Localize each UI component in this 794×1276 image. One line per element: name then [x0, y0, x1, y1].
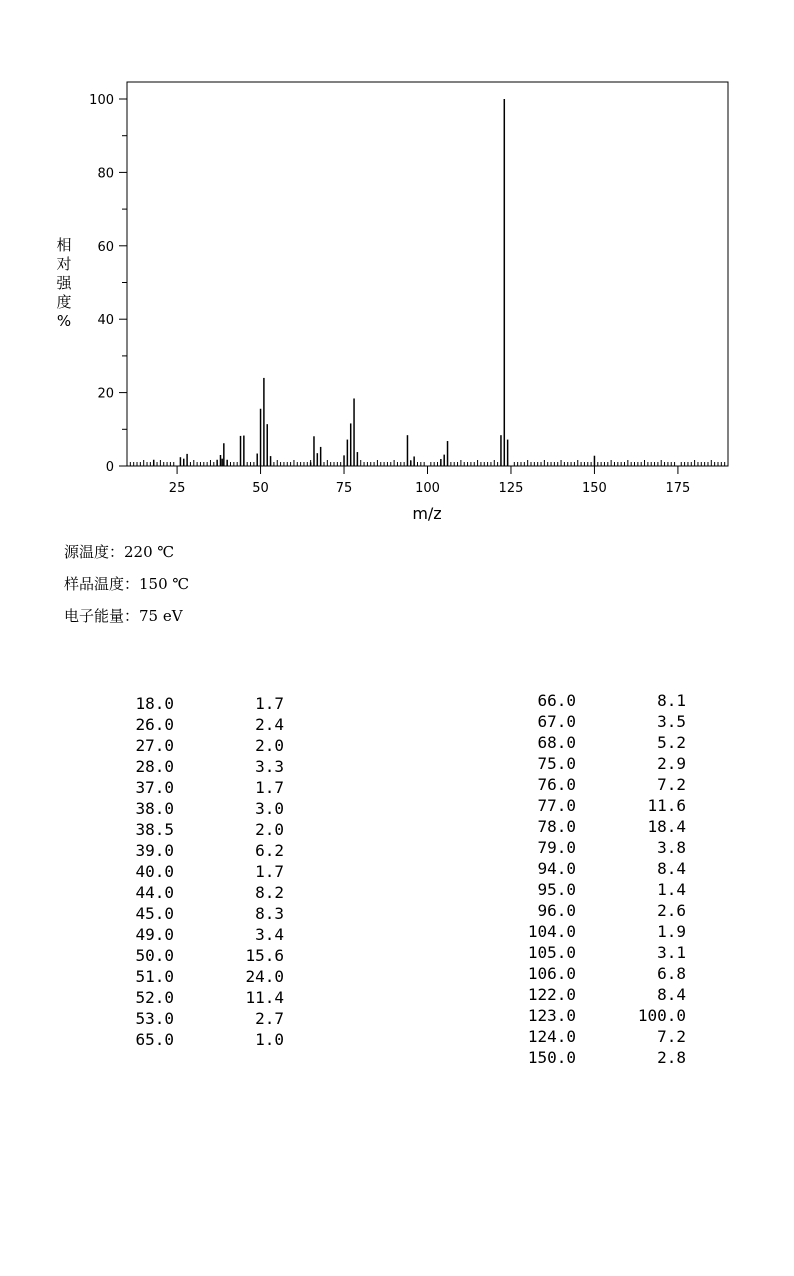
y-tick-label: 80	[97, 166, 114, 182]
peak-row	[110, 798, 310, 819]
peak-mz: 37.0	[135, 778, 174, 797]
x-tick-label: 25	[168, 481, 186, 496]
peak-abundance: 6.2	[255, 841, 284, 860]
peak-row	[500, 984, 700, 1005]
peak-mz: 38.0	[135, 799, 174, 818]
y-tick-label: 60	[97, 239, 114, 255]
peak-abundance: 8.3	[255, 904, 284, 923]
peak-mz: 38.5	[135, 820, 174, 839]
plot-frame	[127, 82, 728, 466]
sample-temperature: 样品温度：150 ℃	[64, 575, 190, 593]
peak-mz: 106.0	[527, 964, 576, 983]
peak-mz: 53.0	[135, 1009, 174, 1028]
peak-mz: 95.0	[537, 880, 576, 899]
peak-abundance: 2.8	[657, 1048, 686, 1067]
peak-row	[500, 921, 700, 942]
y-axis-ticks	[89, 93, 127, 475]
source-temperature: 源温度：220 ℃	[64, 543, 175, 561]
peak-mz: 51.0	[135, 967, 174, 986]
peak-mz: 79.0	[537, 838, 576, 857]
peak-abundance: 3.3	[255, 757, 284, 776]
peak-abundance: 2.6	[657, 901, 686, 920]
peak-abundance: 8.2	[255, 883, 284, 902]
peak-mz: 39.0	[135, 841, 174, 860]
peak-abundance: 2.7	[255, 1009, 284, 1028]
peak-row	[110, 882, 310, 903]
peak-mz: 49.0	[135, 925, 174, 944]
y-tick-label: 100	[89, 93, 114, 108]
peak-row	[500, 816, 700, 837]
peak-mz: 45.0	[135, 904, 174, 923]
y-title-char: 强	[56, 274, 72, 292]
y-tick-label: 20	[97, 386, 114, 402]
peak-abundance: 2.9	[657, 754, 686, 773]
peak-abundance: 3.5	[657, 712, 686, 731]
peak-row	[500, 1047, 700, 1068]
y-title-char: %	[56, 312, 72, 330]
y-tick-label: 0	[105, 460, 114, 475]
peak-mz: 75.0	[537, 754, 576, 773]
peak-abundance: 24.0	[245, 967, 284, 986]
peak-abundance: 11.4	[245, 988, 284, 1007]
peak-row	[500, 753, 700, 774]
peak-row	[500, 858, 700, 879]
peak-row	[500, 774, 700, 795]
peak-abundance: 8.4	[657, 859, 686, 878]
mass-spectrum-chart	[0, 0, 794, 530]
peak-row	[110, 819, 310, 840]
peak-mz: 26.0	[135, 715, 174, 734]
peak-row	[500, 1005, 700, 1026]
peak-abundance: 1.7	[255, 694, 284, 713]
peak-abundance: 7.2	[657, 775, 686, 794]
peak-row	[500, 795, 700, 816]
x-tick-label: 125	[498, 481, 524, 496]
peak-abundance: 1.9	[657, 922, 686, 941]
peak-mz: 44.0	[135, 883, 174, 902]
peak-abundance: 2.0	[255, 736, 284, 755]
peak-mz: 150.0	[527, 1048, 576, 1067]
peak-row	[110, 714, 310, 735]
y-title-char: 度	[56, 293, 72, 311]
peak-mz: 77.0	[537, 796, 576, 815]
electron-energy: 电子能量：75 eV	[64, 607, 183, 625]
peak-row	[500, 942, 700, 963]
peak-mz: 124.0	[527, 1027, 576, 1046]
peak-abundance: 1.7	[255, 862, 284, 881]
peak-abundance: 1.0	[255, 1030, 284, 1049]
peak-row	[500, 690, 700, 711]
peak-abundance: 1.4	[657, 880, 686, 899]
peak-abundance: 1.7	[255, 778, 284, 797]
peak-mz: 94.0	[537, 859, 576, 878]
x-tick-label: 75	[335, 481, 353, 496]
peak-abundance: 3.8	[657, 838, 686, 857]
peak-abundance: 2.0	[255, 820, 284, 839]
peak-row	[500, 963, 700, 984]
peak-table-right	[500, 690, 700, 1068]
peak-abundance: 2.4	[255, 715, 284, 734]
x-tick-label: 50	[252, 481, 269, 496]
peak-mz: 65.0	[135, 1030, 174, 1049]
peak-row	[500, 711, 700, 732]
peak-mz: 122.0	[527, 985, 576, 1004]
peak-abundance: 5.2	[657, 733, 686, 752]
x-tick-label: 100	[415, 481, 440, 496]
peak-mz: 67.0	[537, 712, 576, 731]
peak-row	[110, 693, 310, 714]
x-axis-ticks	[169, 466, 691, 496]
y-axis-title	[56, 236, 72, 330]
peak-mz: 104.0	[527, 922, 576, 941]
peak-row	[500, 900, 700, 921]
peak-mz: 105.0	[527, 943, 576, 962]
peak-abundance: 3.4	[255, 925, 284, 944]
peak-row	[110, 966, 310, 987]
peak-mz: 27.0	[135, 736, 174, 755]
peak-mz: 52.0	[135, 988, 174, 1007]
peak-mz: 50.0	[135, 946, 174, 965]
peak-row	[500, 879, 700, 900]
peak-row	[110, 735, 310, 756]
peak-table-left	[110, 693, 310, 1050]
peak-mz: 76.0	[537, 775, 576, 794]
peak-abundance: 100.0	[637, 1006, 686, 1025]
peak-mz: 96.0	[537, 901, 576, 920]
peak-row	[500, 732, 700, 753]
peak-mz: 68.0	[537, 733, 576, 752]
x-axis-title: m/z	[412, 504, 442, 523]
peak-mz: 28.0	[135, 757, 174, 776]
y-title-char: 相	[56, 236, 72, 254]
peak-abundance: 3.1	[657, 943, 686, 962]
peak-mz: 66.0	[537, 691, 576, 710]
peak-abundance: 3.0	[255, 799, 284, 818]
peak-row	[110, 987, 310, 1008]
peak-row	[110, 756, 310, 777]
peak-abundance: 11.6	[647, 796, 686, 815]
peak-row	[110, 777, 310, 798]
x-tick-label: 150	[582, 481, 607, 496]
peak-mz: 78.0	[537, 817, 576, 836]
peak-abundance: 8.1	[657, 691, 686, 710]
x-minor-ticks	[130, 460, 724, 466]
peak-row	[110, 861, 310, 882]
peak-row	[110, 924, 310, 945]
peak-row	[110, 1029, 310, 1050]
x-tick-label: 175	[665, 481, 691, 496]
peak-abundance: 15.6	[245, 946, 284, 965]
peak-abundance: 6.8	[657, 964, 686, 983]
peak-abundance: 7.2	[657, 1027, 686, 1046]
peak-row	[500, 837, 700, 858]
peak-bars	[154, 99, 595, 466]
peak-abundance: 8.4	[657, 985, 686, 1004]
peak-abundance: 18.4	[647, 817, 686, 836]
peak-row	[110, 903, 310, 924]
peak-mz: 123.0	[527, 1006, 576, 1025]
peak-row	[110, 840, 310, 861]
peak-row	[110, 945, 310, 966]
y-tick-label: 40	[97, 313, 114, 329]
peak-mz: 18.0	[135, 694, 174, 713]
y-title-char: 对	[56, 255, 72, 273]
peak-row	[500, 1026, 700, 1047]
peak-row	[110, 1008, 310, 1029]
peak-mz: 40.0	[135, 862, 174, 881]
